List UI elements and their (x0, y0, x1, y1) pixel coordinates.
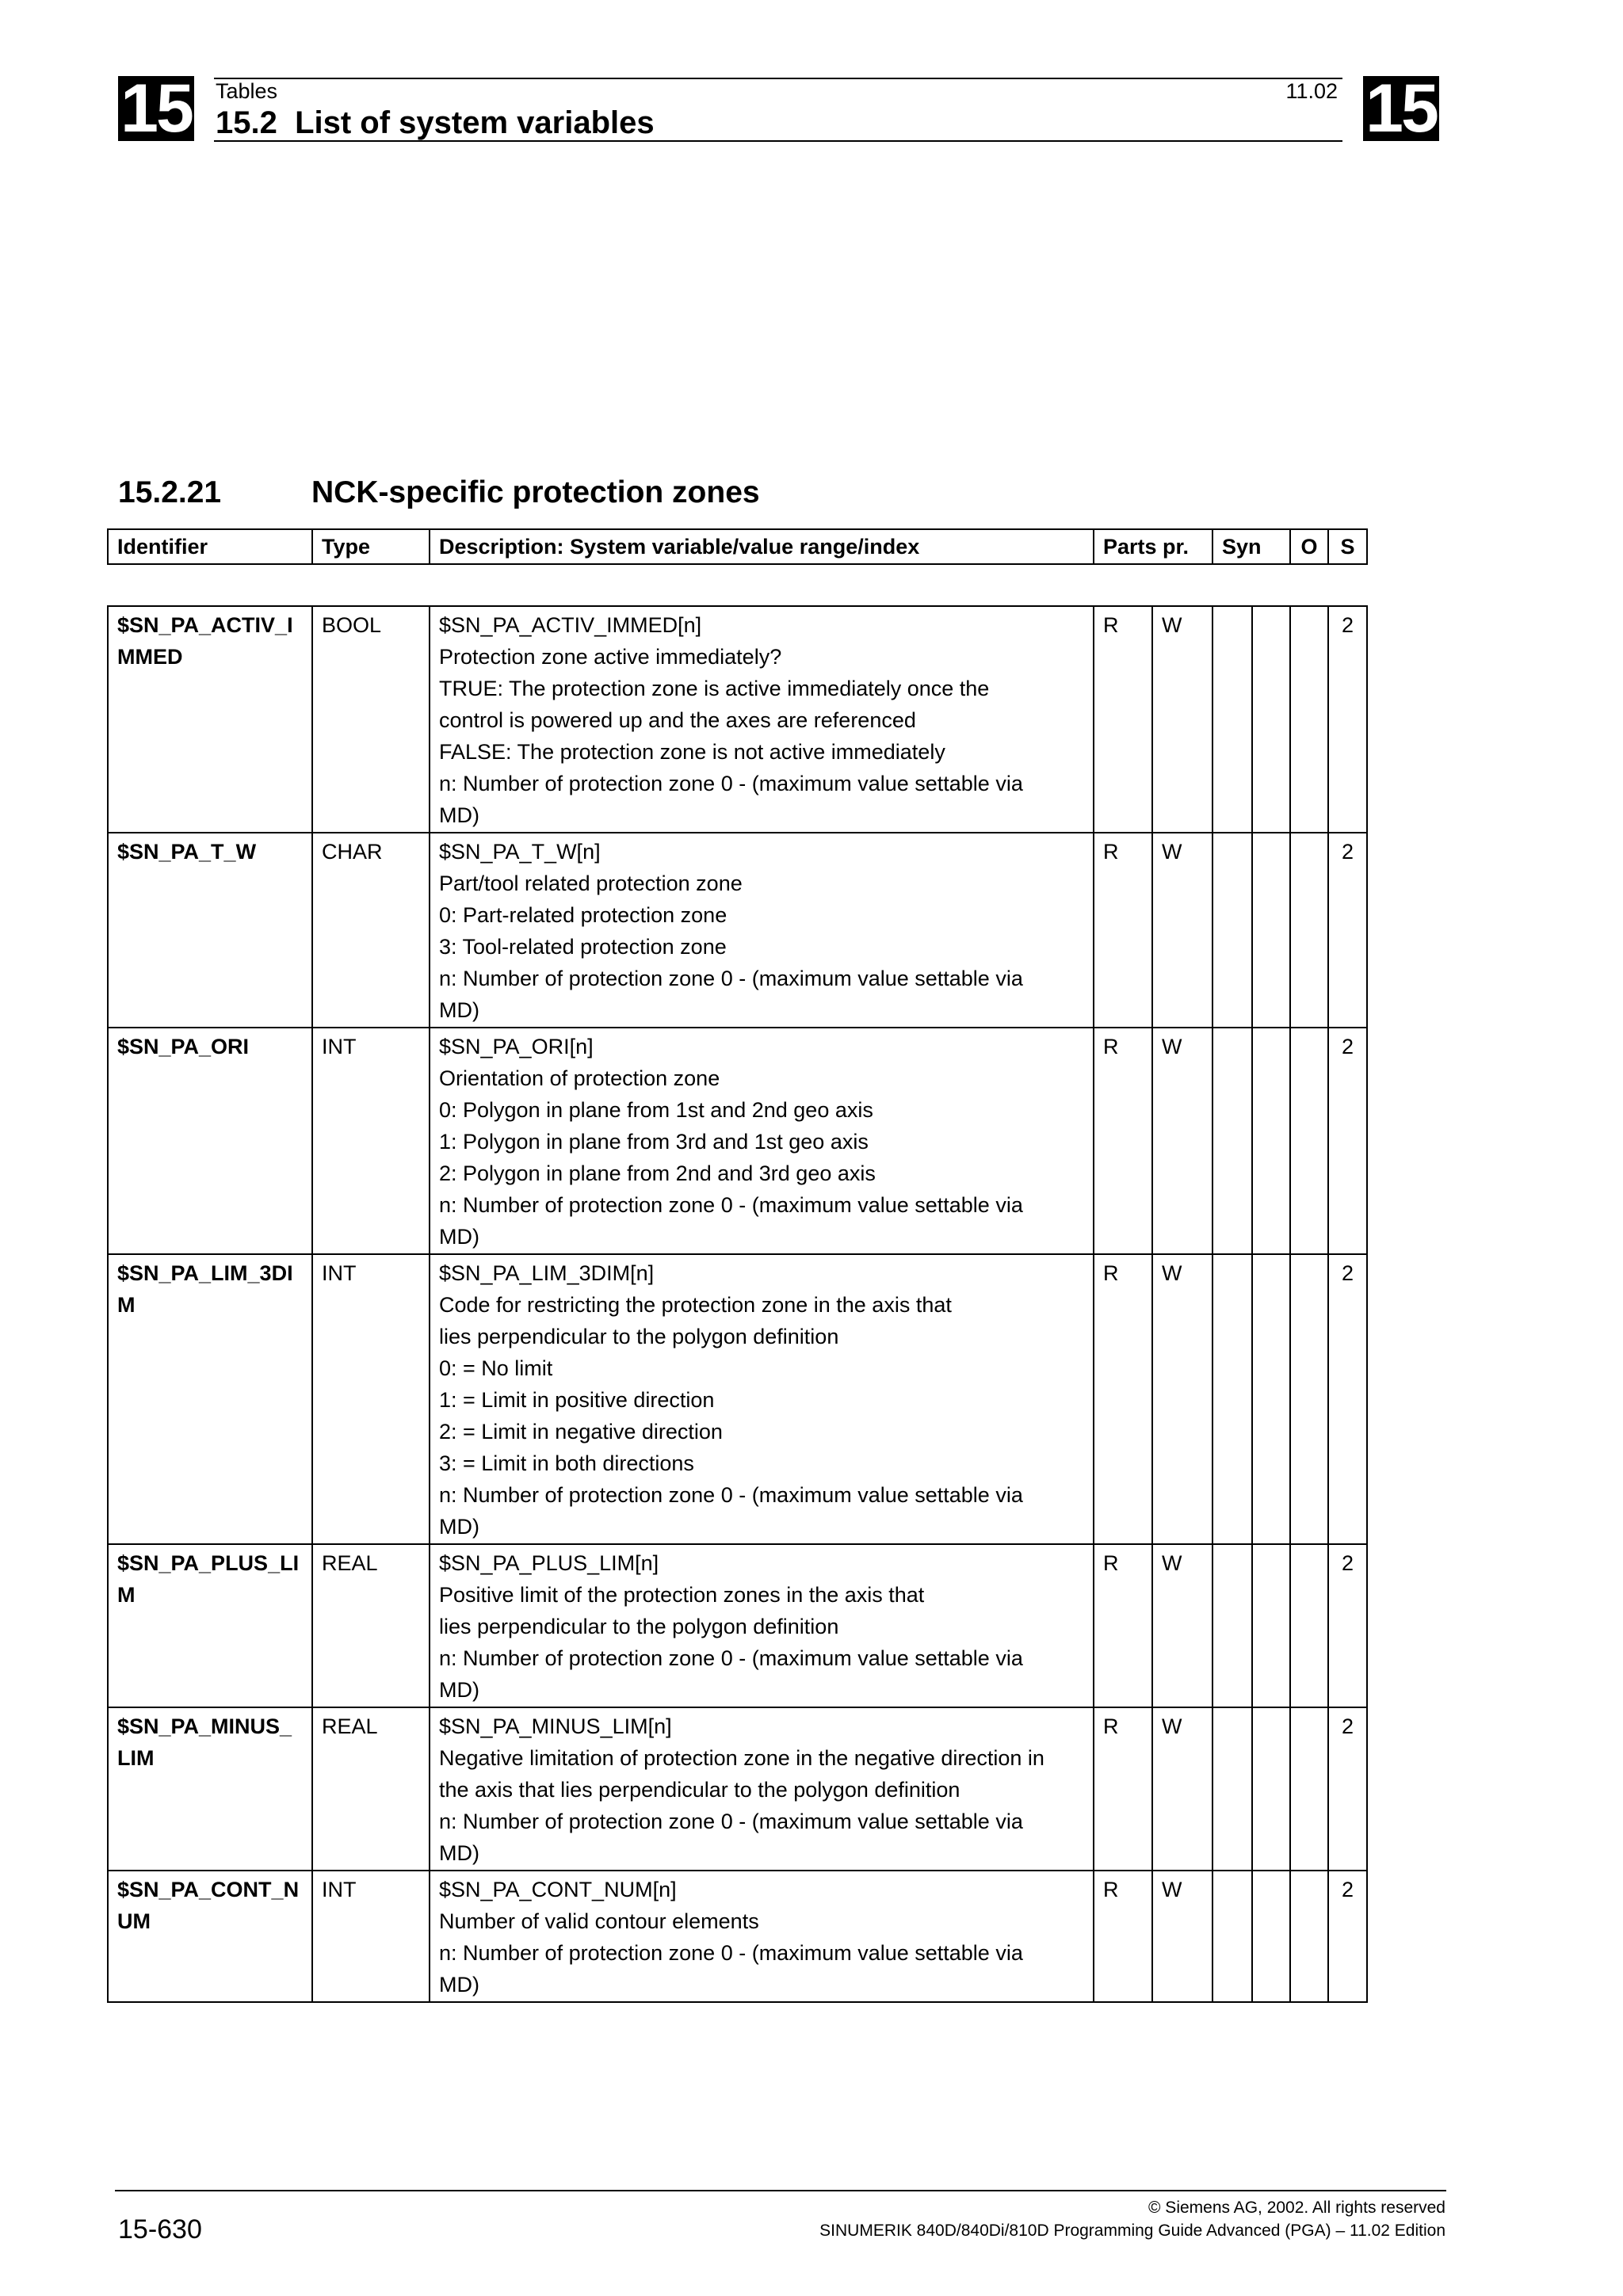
description-line: $SN_PA_MINUS_LIM[n] (439, 1714, 672, 1738)
row-s: 2 (1328, 1707, 1367, 1871)
section-number: 15.2.21 (118, 475, 222, 509)
row-parts-write: W (1152, 1871, 1212, 2002)
column-header-parts-pr: Parts pr. (1094, 529, 1212, 564)
row-identifier: $SN_PA_MINUS_LIM (108, 1707, 312, 1871)
description-line: $SN_PA_T_W[n] (439, 840, 601, 864)
description-line: n: Number of protection zone 0 - (maximum value settable via (439, 967, 1023, 990)
description-line: TRUE: The protection zone is active immediately once the (439, 677, 990, 700)
column-header-s: S (1328, 529, 1367, 564)
row-syn-2 (1252, 1707, 1290, 1871)
column-header-o: O (1290, 529, 1328, 564)
row-identifier: $SN_PA_LIM_3DIM (108, 1254, 312, 1544)
description-line: lies perpendicular to the polygon definition (439, 1615, 839, 1638)
row-s: 2 (1328, 1871, 1367, 2002)
description-line: Orientation of protection zone (439, 1066, 720, 1090)
section-title: NCK-specific protection zones (311, 475, 760, 509)
row-description (430, 1871, 1094, 2002)
row-description (430, 1707, 1094, 1871)
description-line: 0: Part-related protection zone (439, 903, 727, 927)
row-o (1290, 606, 1328, 833)
column-header-table (107, 528, 1368, 565)
table-row (108, 833, 1367, 1028)
table-row (108, 606, 1367, 833)
row-type: REAL (312, 1707, 430, 1871)
row-o (1290, 1544, 1328, 1707)
chapter-badge-right: 15 (1363, 76, 1439, 141)
row-syn-1 (1212, 1707, 1252, 1871)
row-o (1290, 833, 1328, 1028)
column-header-description: Description: System variable/value range/index (430, 529, 1094, 564)
description-line: n: Number of protection zone 0 - (maximum value settable via (439, 1193, 1023, 1217)
row-syn-1 (1212, 833, 1252, 1028)
description-line: $SN_PA_CONT_NUM[n] (439, 1878, 677, 1901)
row-syn-1 (1212, 1544, 1252, 1707)
description-line: $SN_PA_PLUS_LIM[n] (439, 1551, 659, 1575)
description-line: Code for restricting the protection zone in the axis that (439, 1293, 952, 1317)
row-description (430, 1254, 1094, 1544)
row-identifier: $SN_PA_ACTIV_IMMED (108, 606, 312, 833)
description-line: MD) (439, 1973, 479, 1997)
row-type: INT (312, 1871, 430, 2002)
row-s: 2 (1328, 1254, 1367, 1544)
row-s: 2 (1328, 1544, 1367, 1707)
row-type: CHAR (312, 833, 430, 1028)
description-line: control is powered up and the axes are referenced (439, 708, 916, 732)
description-line: n: Number of protection zone 0 - (maximum value settable via (439, 1810, 1023, 1833)
description-line: 3: Tool-related protection zone (439, 935, 727, 959)
description-line: Positive limit of the protection zones in the axis that (439, 1583, 925, 1607)
description-line: MD) (439, 998, 479, 1022)
description-line: the axis that lies perpendicular to the polygon definition (439, 1778, 960, 1802)
column-header-row (108, 529, 1367, 564)
column-header-type: Type (312, 529, 430, 564)
description-line: 3: = Limit in both directions (439, 1451, 694, 1475)
chapter-badge-left: 15 (118, 76, 194, 141)
row-type: BOOL (312, 606, 430, 833)
description-line: MD) (439, 1225, 479, 1249)
description-line: Negative limitation of protection zone in the negative direction in (439, 1746, 1044, 1770)
table-row (108, 1254, 1367, 1544)
table-row (108, 1871, 1367, 2002)
row-syn-1 (1212, 1028, 1252, 1254)
column-header-syn: Syn (1212, 529, 1290, 564)
header-date: 11.02 (1285, 79, 1338, 103)
column-header-identifier: Identifier (108, 529, 312, 564)
description-line: $SN_PA_LIM_3DIM[n] (439, 1261, 655, 1285)
row-parts-read: R (1094, 606, 1152, 833)
description-line: lies perpendicular to the polygon definition (439, 1325, 839, 1348)
page-title: 15.2 List of system variables (216, 105, 655, 140)
description-line: $SN_PA_ORI[n] (439, 1035, 594, 1058)
row-parts-read: R (1094, 833, 1152, 1028)
row-parts-write: W (1152, 833, 1212, 1028)
description-line: 2: = Limit in negative direction (439, 1420, 723, 1444)
row-identifier: $SN_PA_PLUS_LIM (108, 1544, 312, 1707)
row-o (1290, 1707, 1328, 1871)
row-syn-1 (1212, 1871, 1252, 2002)
row-type: REAL (312, 1544, 430, 1707)
description-line: MD) (439, 1515, 479, 1539)
description-line: n: Number of protection zone 0 - (maximum value settable via (439, 772, 1023, 795)
row-o (1290, 1028, 1328, 1254)
description-line: Number of valid contour elements (439, 1909, 759, 1933)
row-syn-1 (1212, 606, 1252, 833)
header-bottom-rule (214, 140, 1342, 142)
description-line: 0: = No limit (439, 1356, 553, 1380)
row-syn-2 (1252, 1544, 1290, 1707)
system-variables-table (107, 605, 1368, 2003)
row-parts-write: W (1152, 1254, 1212, 1544)
row-o (1290, 1871, 1328, 2002)
description-line: FALSE: The protection zone is not active immediately (439, 740, 945, 764)
description-line: n: Number of protection zone 0 - (maximum value settable via (439, 1941, 1023, 1965)
row-syn-2 (1252, 1028, 1290, 1254)
row-description (430, 606, 1094, 833)
row-parts-write: W (1152, 1028, 1212, 1254)
description-line: MD) (439, 803, 479, 827)
description-line: 0: Polygon in plane from 1st and 2nd geo axis (439, 1098, 873, 1122)
row-syn-2 (1252, 1871, 1290, 2002)
row-identifier: $SN_PA_CONT_NUM (108, 1871, 312, 2002)
row-o (1290, 1254, 1328, 1544)
description-line: 1: = Limit in positive direction (439, 1388, 715, 1412)
description-line: $SN_PA_ACTIV_IMMED[n] (439, 613, 702, 637)
description-line: 1: Polygon in plane from 3rd and 1st geo axis (439, 1130, 869, 1154)
description-line: MD) (439, 1841, 479, 1865)
row-parts-write: W (1152, 1544, 1212, 1707)
row-syn-2 (1252, 1254, 1290, 1544)
row-description (430, 1028, 1094, 1254)
header-top-rule (214, 78, 1342, 79)
row-parts-read: R (1094, 1871, 1152, 2002)
description-line: Protection zone active immediately? (439, 645, 782, 669)
footer-rule (115, 2190, 1446, 2191)
row-parts-read: R (1094, 1254, 1152, 1544)
description-line: n: Number of protection zone 0 - (maximum value settable via (439, 1646, 1023, 1670)
table-row (108, 1707, 1367, 1871)
description-line: MD) (439, 1678, 479, 1702)
row-type: INT (312, 1254, 430, 1544)
description-line: n: Number of protection zone 0 - (maximum value settable via (439, 1483, 1023, 1507)
row-s: 2 (1328, 833, 1367, 1028)
row-parts-read: R (1094, 1028, 1152, 1254)
row-parts-read: R (1094, 1544, 1152, 1707)
row-syn-2 (1252, 833, 1290, 1028)
copyright-notice: © Siemens AG, 2002. All rights reserved (1148, 2199, 1445, 2217)
table-row (108, 1544, 1367, 1707)
row-identifier: $SN_PA_ORI (108, 1028, 312, 1254)
row-syn-1 (1212, 1254, 1252, 1544)
row-parts-write: W (1152, 1707, 1212, 1871)
row-type: INT (312, 1028, 430, 1254)
row-parts-write: W (1152, 606, 1212, 833)
description-line: 2: Polygon in plane from 2nd and 3rd geo axis (439, 1161, 876, 1185)
row-parts-read: R (1094, 1707, 1152, 1871)
row-syn-2 (1252, 606, 1290, 833)
description-line: Part/tool related protection zone (439, 871, 743, 895)
row-identifier: $SN_PA_T_W (108, 833, 312, 1028)
row-description (430, 833, 1094, 1028)
row-description (430, 1544, 1094, 1707)
header-section-label: Tables (216, 79, 278, 103)
row-s: 2 (1328, 606, 1367, 833)
edition-line: SINUMERIK 840D/840Di/810D Programming Guide Advanced (PGA) – 11.02 Edition (819, 2222, 1445, 2240)
row-s: 2 (1328, 1028, 1367, 1254)
page-number: 15-630 (118, 2214, 202, 2245)
table-row (108, 1028, 1367, 1254)
